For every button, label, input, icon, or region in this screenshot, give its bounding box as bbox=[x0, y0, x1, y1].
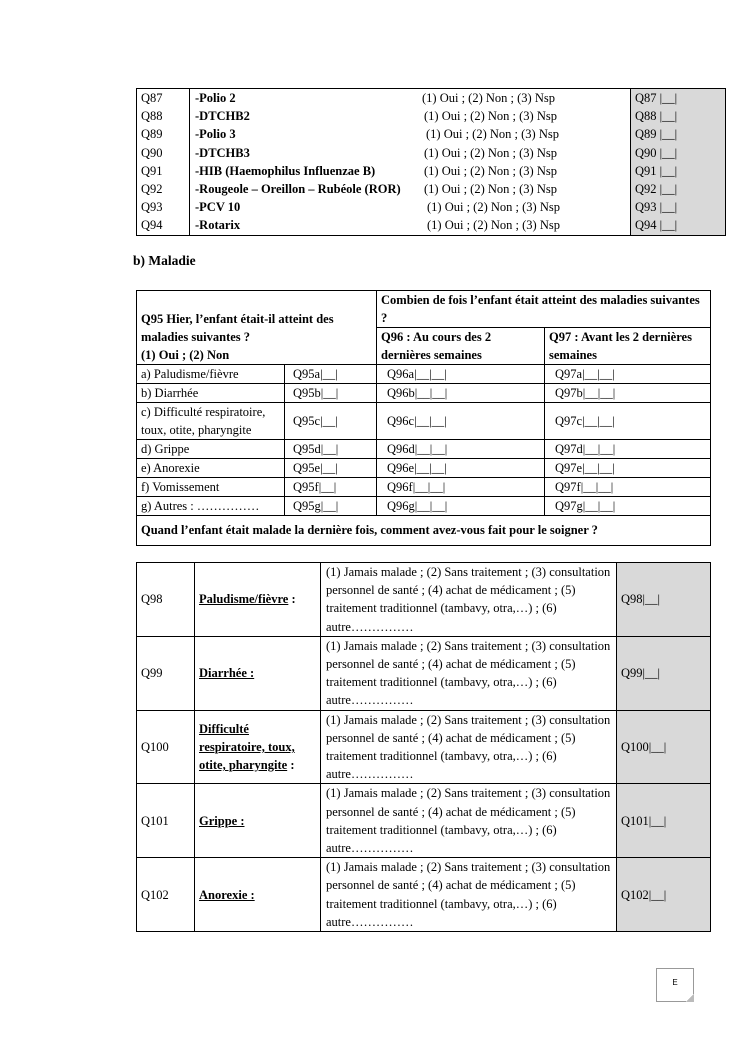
vaccine-code: Q94 bbox=[141, 218, 163, 233]
treatment-code: Q102 bbox=[137, 858, 195, 932]
vaccine-options: (1) Oui ; (2) Non ; (3) Nsp bbox=[426, 127, 559, 142]
treatment-options: (1) Jamais malade ; (2) Sans traitement ; (3) consultation personnel de santé ; (4) achat de médicament ; (5) traitement traditionnel (tambavy, otra,…) ; (6) autre…………… bbox=[321, 784, 617, 858]
treatment-label-suffix: : bbox=[288, 592, 296, 607]
q96-answer-box[interactable]: Q96b|__|__| bbox=[377, 384, 545, 403]
treatment-label: Paludisme/fièvre bbox=[199, 592, 289, 607]
q97-answer-box[interactable]: Q97d|__|__| bbox=[545, 440, 711, 459]
vaccine-name: -Polio 2 bbox=[195, 91, 236, 105]
treatment-label-cell bbox=[195, 636, 321, 710]
q95-answer-box[interactable]: Q95b|__| bbox=[285, 384, 377, 403]
treatment-label-cell bbox=[195, 563, 321, 637]
q95-answer-box[interactable]: Q95g|__| bbox=[285, 497, 377, 516]
q96-header: Q96 : Au cours des 2 dernières semaines bbox=[377, 328, 545, 365]
vaccine-code: Q88 bbox=[141, 109, 163, 124]
treatment-answer-box[interactable]: Q102|__| bbox=[617, 858, 711, 932]
vaccine-name: -DTCHB2 bbox=[195, 109, 250, 124]
q97-answer-box[interactable]: Q97g|__|__| bbox=[545, 497, 711, 516]
vaccine-code: Q87 bbox=[141, 91, 163, 105]
vaccine-name: -PCV 10 bbox=[195, 200, 241, 215]
vaccine-options: (1) Oui ; (2) Non ; (3) Nsp bbox=[424, 181, 557, 196]
treatment-label: Grippe : bbox=[199, 813, 245, 828]
q97-answer-box[interactable]: Q97f|__|__| bbox=[545, 478, 711, 497]
vaccine-name: -DTCHB3 bbox=[195, 145, 250, 160]
treatment-code: Q99 bbox=[137, 636, 195, 710]
q96-answer-box[interactable]: Q96a|__|__| bbox=[377, 365, 545, 384]
section-title: b) Maladie bbox=[133, 253, 196, 268]
treatment-label: Difficulté respiratoire, toux, otite, pharyngite bbox=[199, 722, 295, 773]
vaccine-answer-column bbox=[631, 89, 726, 236]
q96-answer-box[interactable]: Q96d|__|__| bbox=[377, 440, 545, 459]
vaccine-code: Q92 bbox=[141, 181, 163, 196]
vaccine-answer-box[interactable]: Q87 |__| bbox=[635, 91, 678, 105]
disease-label: a) Paludisme/fièvre bbox=[137, 365, 285, 384]
vaccine-answer-box[interactable]: Q93 |__| bbox=[635, 200, 678, 215]
q95-answer-box[interactable]: Q95a|__| bbox=[285, 365, 377, 384]
combien-header: Combien de fois l’enfant était atteint des maladies suivantes ? bbox=[377, 291, 711, 328]
treatment-label: Anorexie : bbox=[199, 887, 255, 902]
disease-label: f) Vomissement bbox=[137, 478, 285, 497]
q95-header-cell bbox=[137, 291, 377, 365]
q97-answer-box[interactable]: Q97a|__|__| bbox=[545, 365, 711, 384]
treatment-code: Q98 bbox=[137, 563, 195, 637]
disease-label: e) Anorexie bbox=[137, 459, 285, 478]
q96-answer-box[interactable]: Q96g|__|__| bbox=[377, 497, 545, 516]
q95-answer-box[interactable]: Q95f|__| bbox=[285, 478, 377, 497]
q96-answer-box[interactable]: Q96e|__|__| bbox=[377, 459, 545, 478]
treatment-answer-box[interactable]: Q98|__| bbox=[617, 563, 711, 637]
vaccine-name-column bbox=[190, 89, 631, 236]
treatment-label-cell bbox=[195, 858, 321, 932]
vaccine-answer-box[interactable]: Q91 |__| bbox=[635, 163, 678, 178]
q95-answer-box[interactable]: Q95e|__| bbox=[285, 459, 377, 478]
q97-answer-box[interactable]: Q97e|__|__| bbox=[545, 459, 711, 478]
vaccination-table bbox=[136, 88, 726, 236]
vaccine-code: Q90 bbox=[141, 145, 163, 160]
vaccine-answer-box[interactable]: Q90 |__| bbox=[635, 145, 678, 160]
vaccine-answer-box[interactable]: Q88 |__| bbox=[635, 109, 678, 124]
treatment-label-cell bbox=[195, 710, 321, 784]
treatment-label-cell bbox=[195, 784, 321, 858]
vaccine-answer-box[interactable]: Q89 |__| bbox=[635, 127, 678, 142]
vaccine-options: (1) Oui ; (2) Non ; (3) Nsp bbox=[424, 145, 557, 160]
treatment-options: (1) Jamais malade ; (2) Sans traitement ; (3) consultation personnel de santé ; (4) achat de médicament ; (5) traitement traditionnel (tambavy, otra,…) ; (6) autre…………… bbox=[321, 636, 617, 710]
vaccine-answer-box[interactable]: Q92 |__| bbox=[635, 181, 678, 196]
q96-answer-box[interactable]: Q96c|__|__| bbox=[377, 403, 545, 440]
treatment-options: (1) Jamais malade ; (2) Sans traitement ; (3) consultation personnel de santé ; (4) achat de médicament ; (5) traitement traditionnel (tambavy, otra,…) ; (6) autre…………… bbox=[321, 858, 617, 932]
treatment-answer-box[interactable]: Q100|__| bbox=[617, 710, 711, 784]
treatment-options: (1) Jamais malade ; (2) Sans traitement ; (3) consultation personnel de santé ; (4) achat de médicament ; (5) traitement traditionnel (tambavy, otra,…) ; (6) autre…………… bbox=[321, 563, 617, 637]
treatment-answer-box[interactable]: Q101|__| bbox=[617, 784, 711, 858]
vaccine-options: (1) Oui ; (2) Non ; (3) Nsp bbox=[424, 109, 557, 124]
q97-answer-box[interactable]: Q97c|__|__| bbox=[545, 403, 711, 440]
vaccine-code: Q89 bbox=[141, 127, 163, 142]
soin-question: Quand l’enfant était malade la dernière fois, comment avez-vous fait pour le soigner ? bbox=[137, 516, 711, 546]
vaccine-name: -Rotarix bbox=[195, 218, 241, 233]
vaccine-answer-box[interactable]: Q94 |__| bbox=[635, 218, 678, 233]
vaccine-code-column bbox=[137, 89, 190, 236]
disease-label: d) Grippe bbox=[137, 440, 285, 459]
disease-label: g) Autres : …………… bbox=[137, 497, 285, 516]
disease-label: b) Diarrhée bbox=[137, 384, 285, 403]
treatment-table bbox=[136, 562, 711, 932]
q96-answer-box[interactable]: Q96f|__|__| bbox=[377, 478, 545, 497]
treatment-options: (1) Jamais malade ; (2) Sans traitement ; (3) consultation personnel de santé ; (4) achat de médicament ; (5) traitement traditionnel (tambavy, otra,…) ; (6) autre…………… bbox=[321, 710, 617, 784]
treatment-answer-box[interactable]: Q99|__| bbox=[617, 636, 711, 710]
vaccine-options: (1) Oui ; (2) Non ; (3) Nsp bbox=[422, 91, 555, 105]
q97-answer-box[interactable]: Q97b|__|__| bbox=[545, 384, 711, 403]
vaccine-name: -HIB (Haemophilus Influenzae B) bbox=[195, 163, 376, 178]
treatment-label: Diarrhée : bbox=[199, 666, 255, 681]
treatment-label-suffix: : bbox=[287, 758, 295, 773]
vaccine-options: (1) Oui ; (2) Non ; (3) Nsp bbox=[427, 200, 560, 215]
vaccine-code: Q91 bbox=[141, 163, 163, 178]
vaccine-options: (1) Oui ; (2) Non ; (3) Nsp bbox=[427, 218, 560, 233]
vaccine-options: (1) Oui ; (2) Non ; (3) Nsp bbox=[424, 163, 557, 178]
maladie-table bbox=[136, 290, 711, 546]
q95-answer-box[interactable]: Q95c|__| bbox=[285, 403, 377, 440]
q95-answer-box[interactable]: Q95d|__| bbox=[285, 440, 377, 459]
q97-header: Q97 : Avant les 2 dernières semaines bbox=[545, 328, 711, 365]
vaccine-name: -Rougeole – Oreillon – Rubéole (ROR) bbox=[195, 181, 401, 196]
q95-options: (1) Oui ; (2) Non bbox=[141, 348, 230, 362]
q95-header: Q95 Hier, l’enfant était-il atteint des maladies suivantes ? bbox=[141, 312, 334, 344]
page-corner-label: E bbox=[656, 968, 694, 1002]
treatment-code: Q100 bbox=[137, 710, 195, 784]
vaccine-name: -Polio 3 bbox=[195, 127, 236, 142]
vaccine-code: Q93 bbox=[141, 200, 163, 215]
disease-label: c) Difficulté respiratoire, toux, otite, pharyngite bbox=[137, 403, 285, 440]
treatment-code: Q101 bbox=[137, 784, 195, 858]
